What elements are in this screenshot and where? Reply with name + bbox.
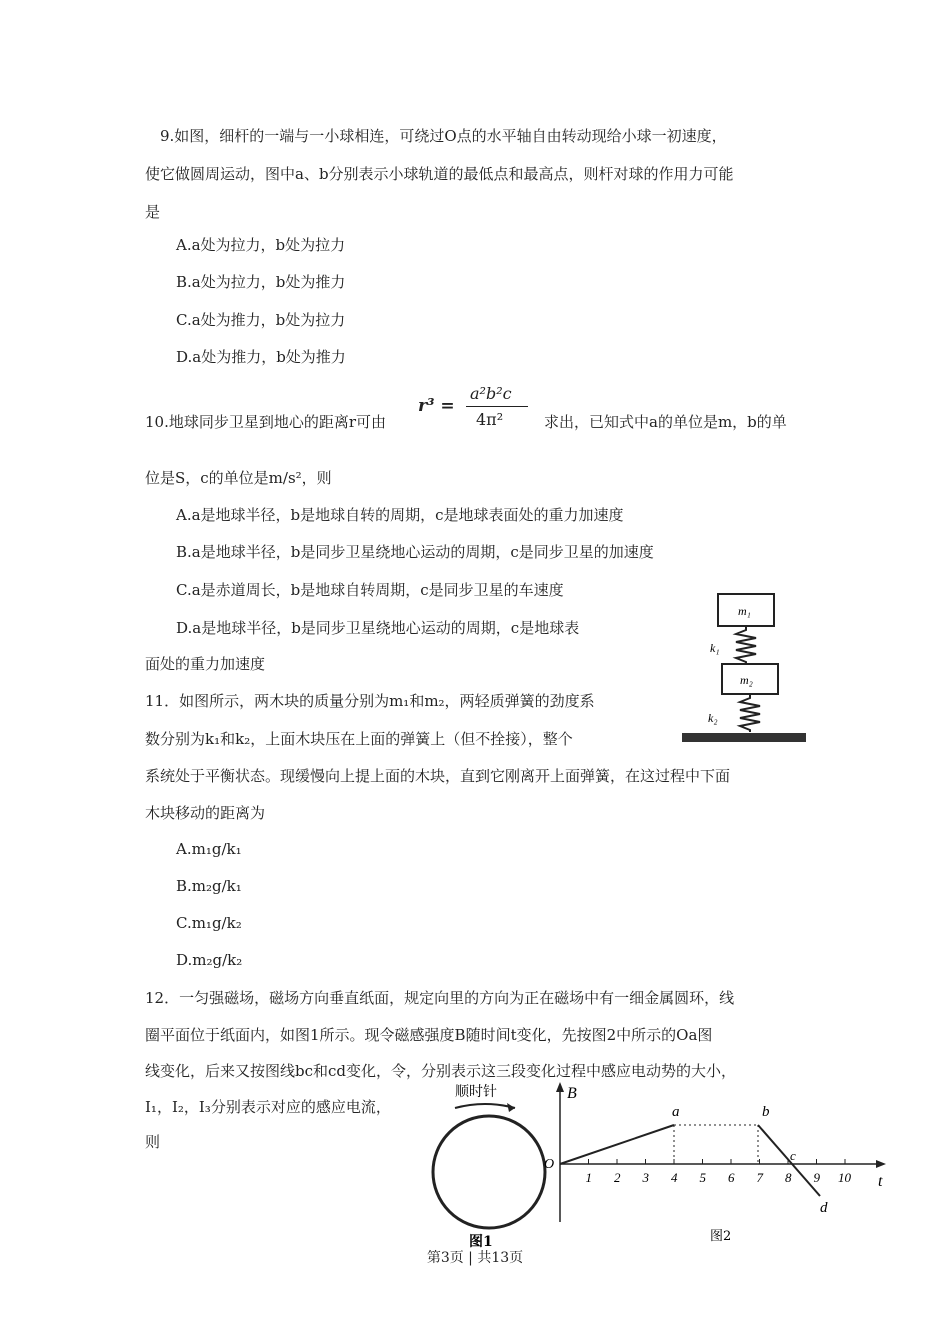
q10-option-c: C.a是赤道周长，b是地球自转周期，c是同步卫星的车速度	[176, 581, 564, 599]
x-tick-label: 7	[756, 1170, 763, 1185]
q9-line3: 是	[145, 203, 161, 221]
q9-option-b: B.a处为拉力，b处为推力	[176, 273, 346, 291]
origin-label: O	[544, 1157, 555, 1172]
clockwise-arrow	[455, 1104, 515, 1108]
q11-option-b: B.m₂g/k₁	[176, 877, 242, 895]
figure-2-graph	[540, 1082, 890, 1244]
q11-line2: 数分别为k₁和k₂，上面木块压在上面的弹簧上（但不拴接），整个	[145, 730, 573, 748]
formula-denominator: 4π²	[476, 410, 504, 429]
spring-k1	[736, 626, 756, 664]
x-tick-label: 10	[838, 1170, 851, 1185]
q10-option-a: A.a是地球半径，b是地球自转的周期，c是地球表面处的重力加速度	[176, 506, 624, 524]
figure-2-caption: 图2	[710, 1229, 732, 1244]
figure-1-caption: 图1	[469, 1234, 493, 1250]
formula-fraction-bar	[466, 406, 528, 407]
q10-option-d-cont: 面处的重力加速度	[145, 655, 266, 673]
x-ticks	[586, 1159, 852, 1185]
page-footer: 第3页 | 共13页	[426, 1250, 524, 1266]
spring-block-figure	[680, 590, 810, 750]
x-tick-label: 2	[614, 1170, 621, 1185]
q9-line1: 9.如图，细杆的一端与一小球相连，可绕过O点的水平轴自由转动现给小球一初速度，	[160, 127, 727, 145]
q12-line3: 线变化，后来又按图线bc和cd变化，令，分别表示这三段变化过程中感应电动势的大小，	[145, 1062, 737, 1080]
segment-bcd	[758, 1125, 820, 1196]
x-axis-label: t	[878, 1173, 883, 1190]
point-c-label: c	[790, 1148, 796, 1163]
q10-option-d: D.a是地球半径，b是同步卫星绕地心运动的周期，c是地球表	[176, 619, 580, 637]
point-a-label: a	[672, 1104, 680, 1120]
figure-1-ring	[425, 1080, 555, 1252]
q11-option-a: A.m₁g/k₁	[176, 840, 242, 858]
formula-numerator: a²b²c	[470, 384, 512, 403]
point-b-label: b	[762, 1104, 770, 1120]
q11-line4: 木块移动的距离为	[145, 804, 266, 822]
x-tick-label: 9	[813, 1170, 820, 1185]
label-m1: m₁	[738, 604, 751, 618]
y-axis-label: B	[567, 1085, 577, 1102]
metal-ring	[433, 1116, 545, 1228]
q10-prefix: 10.地球同步卫星到地心的距离r可由	[145, 413, 387, 431]
x-tick-label: 3	[642, 1170, 649, 1185]
ground	[682, 733, 806, 742]
q9-option-d: D.a处为推力，b处为推力	[176, 348, 346, 366]
q10-line2: 位是S，c的单位是m/s²，则	[145, 469, 332, 487]
x-tick-label: 6	[728, 1170, 735, 1185]
label-k1: k₁	[710, 641, 720, 655]
q11-option-c: C.m₁g/k₂	[176, 914, 242, 932]
label-m2: m₂	[740, 673, 753, 687]
q10-formula	[418, 384, 528, 436]
q10-option-b: B.a是地球半径，b是同步卫星绕地心运动的周期，c是同步卫星的加速度	[176, 543, 654, 561]
x-tick-label: 4	[671, 1170, 678, 1185]
q12-line2: 圈平面位于纸面内，如图1所示。现令磁感强度B随时间t变化，先按图2中所示的Oa图	[145, 1026, 713, 1044]
label-k2: k₂	[708, 711, 718, 725]
y-axis-arrow	[556, 1082, 564, 1092]
q12-line5: 则	[145, 1133, 161, 1151]
x-tick-label: 8	[785, 1170, 792, 1185]
point-d-label: d	[820, 1200, 828, 1216]
q9-option-a: A.a处为拉力，b处为拉力	[176, 236, 346, 254]
formula-lhs: r³ =	[418, 396, 455, 416]
x-tick-label: 5	[699, 1170, 706, 1185]
q10-suffix: 求出，已知式中a的单位是m，b的单	[544, 413, 787, 431]
spring-k2	[740, 694, 760, 732]
q12-line4: I₁，I₂，I₃分别表示对应的感应电流，	[145, 1098, 391, 1116]
x-tick-label: 1	[585, 1170, 592, 1185]
segment-oa	[560, 1125, 674, 1164]
q11-option-d: D.m₂g/k₂	[176, 951, 243, 969]
q11-line3: 系统处于平衡状态。现缓慢向上提上面的木块，直到它刚离开上面弹簧，在这过程中下面	[145, 767, 731, 785]
clockwise-label: 顺时针	[455, 1084, 497, 1100]
clockwise-arrowhead	[507, 1103, 515, 1112]
q9-option-c: C.a处为推力，b处为拉力	[176, 311, 346, 329]
x-axis-arrow	[876, 1160, 886, 1168]
q12-line1: 12．一匀强磁场，磁场方向垂直纸面，规定向里的方向为正在磁场中有一细金属圆环，线	[145, 989, 735, 1007]
q11-line1: 11．如图所示，两木块的质量分别为m₁和m₂，两轻质弹簧的劲度系	[145, 692, 595, 710]
q9-line2: 使它做圆周运动，图中a、b分别表示小球轨道的最低点和最高点，则杆对球的作用力可能	[145, 165, 734, 183]
